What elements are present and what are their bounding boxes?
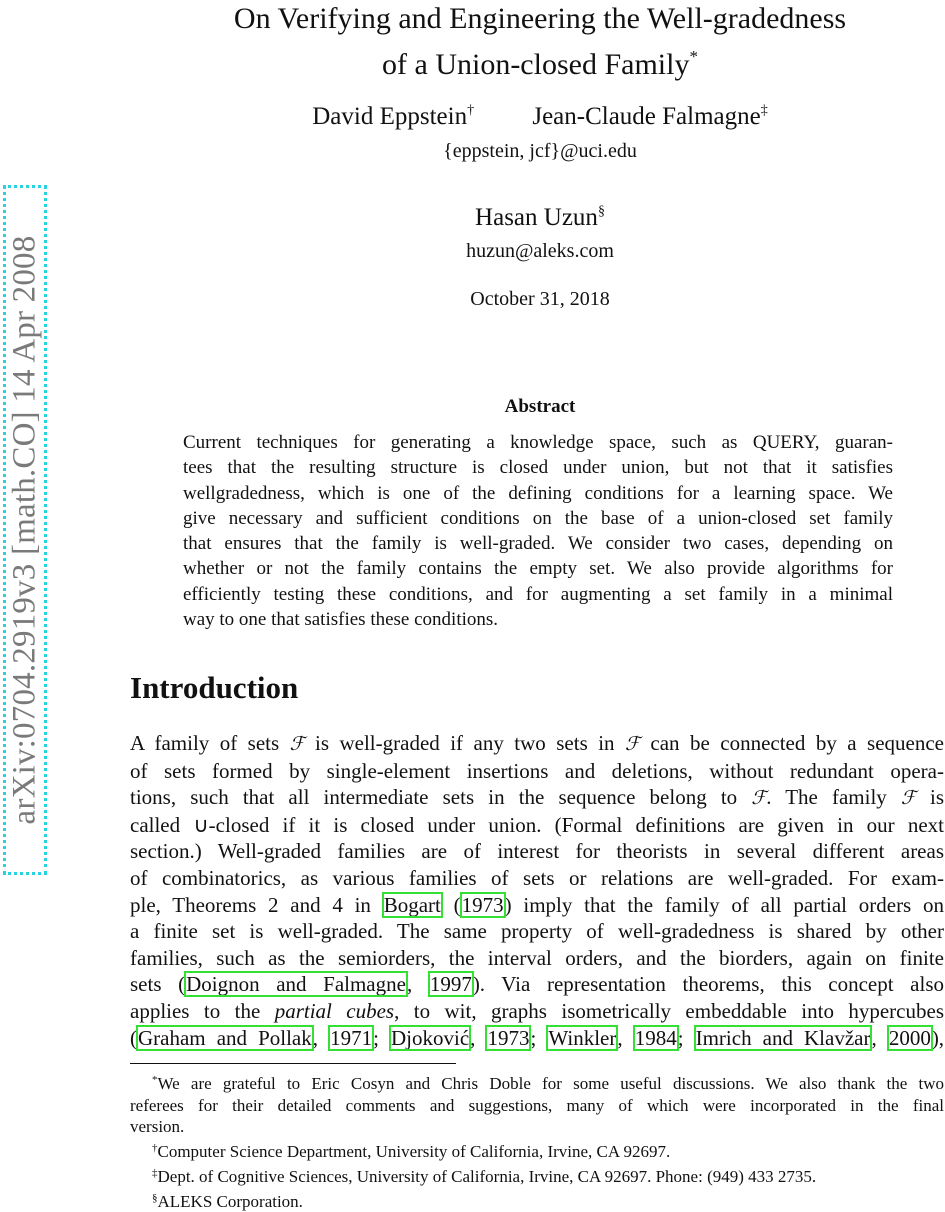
abstract-line: way to one that satisfies these conditions. xyxy=(183,609,499,631)
abstract-line: give necessary and sufficient conditions on the base of a union-closed set family xyxy=(183,507,893,529)
footnote-acknowledgement-cont: referees for their detailed comments and suggestions, many of which were incorporated in the final xyxy=(130,1095,944,1115)
citation-link-doignon-year[interactable]: 1997 xyxy=(429,972,472,997)
citation-link-winkler-year[interactable]: 1984 xyxy=(634,1025,677,1050)
body-line: a finite set is well-graded. The same property of well-gradedness is shared by other xyxy=(130,919,944,944)
math-F: ℱ xyxy=(624,733,640,755)
footnote-affiliation-eppstein: †Computer Science Department, University of California, Irvine, CA 92697. xyxy=(152,1142,671,1162)
email-aleks: huzun@aleks.com xyxy=(466,240,614,262)
body-line: of sets formed by single-element insertions and deletions, without redundant opera- xyxy=(130,758,944,783)
body-line: sets (Doignon and Falmagne, 1997). Via representation theorems, this concept also xyxy=(130,972,945,997)
introduction-body xyxy=(130,730,944,1051)
citation-link-djokovic[interactable]: Djoković xyxy=(391,1025,470,1050)
citation-link-graham-year[interactable]: 1971 xyxy=(330,1025,373,1050)
footnote-acknowledgement: *We are grateful to Eric Cosyn and Chris Doble for some useful discussions. We also thank the two xyxy=(152,1074,944,1093)
author-footnote-mark: § xyxy=(597,204,605,219)
body-line: of combinatorics, as various families of sets or relations are well-graded. For exam- xyxy=(130,865,944,890)
arxiv-identifier: arXiv:0704.2919v3 [math.CO] 14 Apr 2008 xyxy=(6,235,43,825)
author-footnote-mark: † xyxy=(467,103,475,118)
section-heading-introduction: Introduction xyxy=(130,670,299,705)
footnote-divider xyxy=(130,1063,456,1064)
title-line-2: of a Union-closed Family* xyxy=(382,47,698,81)
email-uci: {eppstein, jcf}@uci.edu xyxy=(443,140,637,162)
author-falmagne: Jean-Claude Falmagne‡ xyxy=(532,103,768,130)
abstract-line: efficiently testing these conditions, and for augmenting a set family in a minimal xyxy=(183,583,893,605)
author-footnote-mark: ‡ xyxy=(760,103,768,118)
title-line-1: On Verifying and Engineering the Well-gradedness xyxy=(233,2,847,35)
author-uzun: Hasan Uzun§ xyxy=(475,204,605,231)
math-F: ℱ xyxy=(900,787,916,810)
body-line: ple, Theorems 2 and 4 in Bogart (1973) imply that the family of all partial orders on xyxy=(130,892,944,917)
abstract-line: tees that the resulting structure is closed under union, but not that it satisfies xyxy=(183,457,893,479)
abstract-body xyxy=(183,430,893,632)
body-line: families, such as the semiorders, the interval orders, and the biorders, again on finite xyxy=(130,945,944,970)
citation-link-bogart-year[interactable]: 1973 xyxy=(461,892,504,917)
citation-link-imrich[interactable]: Imrich and Klavžar xyxy=(695,1025,871,1050)
author-eppstein: David Eppstein† xyxy=(312,103,475,130)
abstract-line: whether or not the family contains the empty set. We also provide algorithms for xyxy=(183,558,893,580)
body-line: A family of sets ℱ is well-graded if any two sets in ℱ can be connected by a sequence xyxy=(130,731,944,755)
abstract-line: wellgradedness, which is one of the defining conditions for a learning space. We xyxy=(183,482,893,504)
abstract-line: Current techniques for generating a knowledge space, such as QUERY, guaran- xyxy=(183,432,893,453)
title-footnote-mark: * xyxy=(689,47,698,66)
body-line: section.) Well-graded families are of interest for theorists in several different areas xyxy=(130,839,944,864)
authors-row xyxy=(150,103,930,131)
citation-link-winkler[interactable]: Winkler xyxy=(548,1025,617,1050)
citation-link-graham[interactable]: Graham and Pollak xyxy=(138,1025,312,1050)
abstract-line: that ensures that the family is well-graded. We consider two cases, depending on xyxy=(183,533,893,555)
paper-title xyxy=(150,0,930,84)
footnote-acknowledgement-cont: version. xyxy=(130,1117,185,1137)
abstract-heading: Abstract xyxy=(504,396,576,417)
footnote-affiliation-falmagne: ‡Dept. of Cognitive Sciences, University of California, Irvine, CA 92697. Phone: (949) 433 2735. xyxy=(152,1166,817,1186)
footnote-affiliation-uzun: §ALEKS Corporation. xyxy=(152,1191,303,1211)
body-line: tions, such that all intermediate sets in the sequence belong to ℱ. The family ℱ is xyxy=(130,785,944,810)
citation-link-imrich-year[interactable]: 2000 xyxy=(888,1025,931,1050)
body-line: applies to the partial cubes, to wit, graphs isometrically embeddable into hypercubes xyxy=(130,998,944,1023)
footnotes xyxy=(130,1070,944,1212)
body-line: called ∪-closed if it is closed under union. (Formal definitions are given in our next xyxy=(130,812,944,837)
arxiv-stamp xyxy=(3,185,47,875)
paper-date: October 31, 2018 xyxy=(470,288,610,310)
citation-link-doignon[interactable]: Doignon and Falmagne xyxy=(186,972,406,997)
math-F: ℱ xyxy=(751,787,767,810)
math-F: ℱ xyxy=(289,733,305,755)
citation-link-bogart[interactable]: Bogart xyxy=(383,892,441,917)
citation-link-djokovic-year[interactable]: 1973 xyxy=(487,1025,530,1050)
body-line: (Graham and Pollak, 1971; Djoković, 1973; Winkler, 1984; Imrich and Klavžar, 2000), xyxy=(130,1025,945,1050)
